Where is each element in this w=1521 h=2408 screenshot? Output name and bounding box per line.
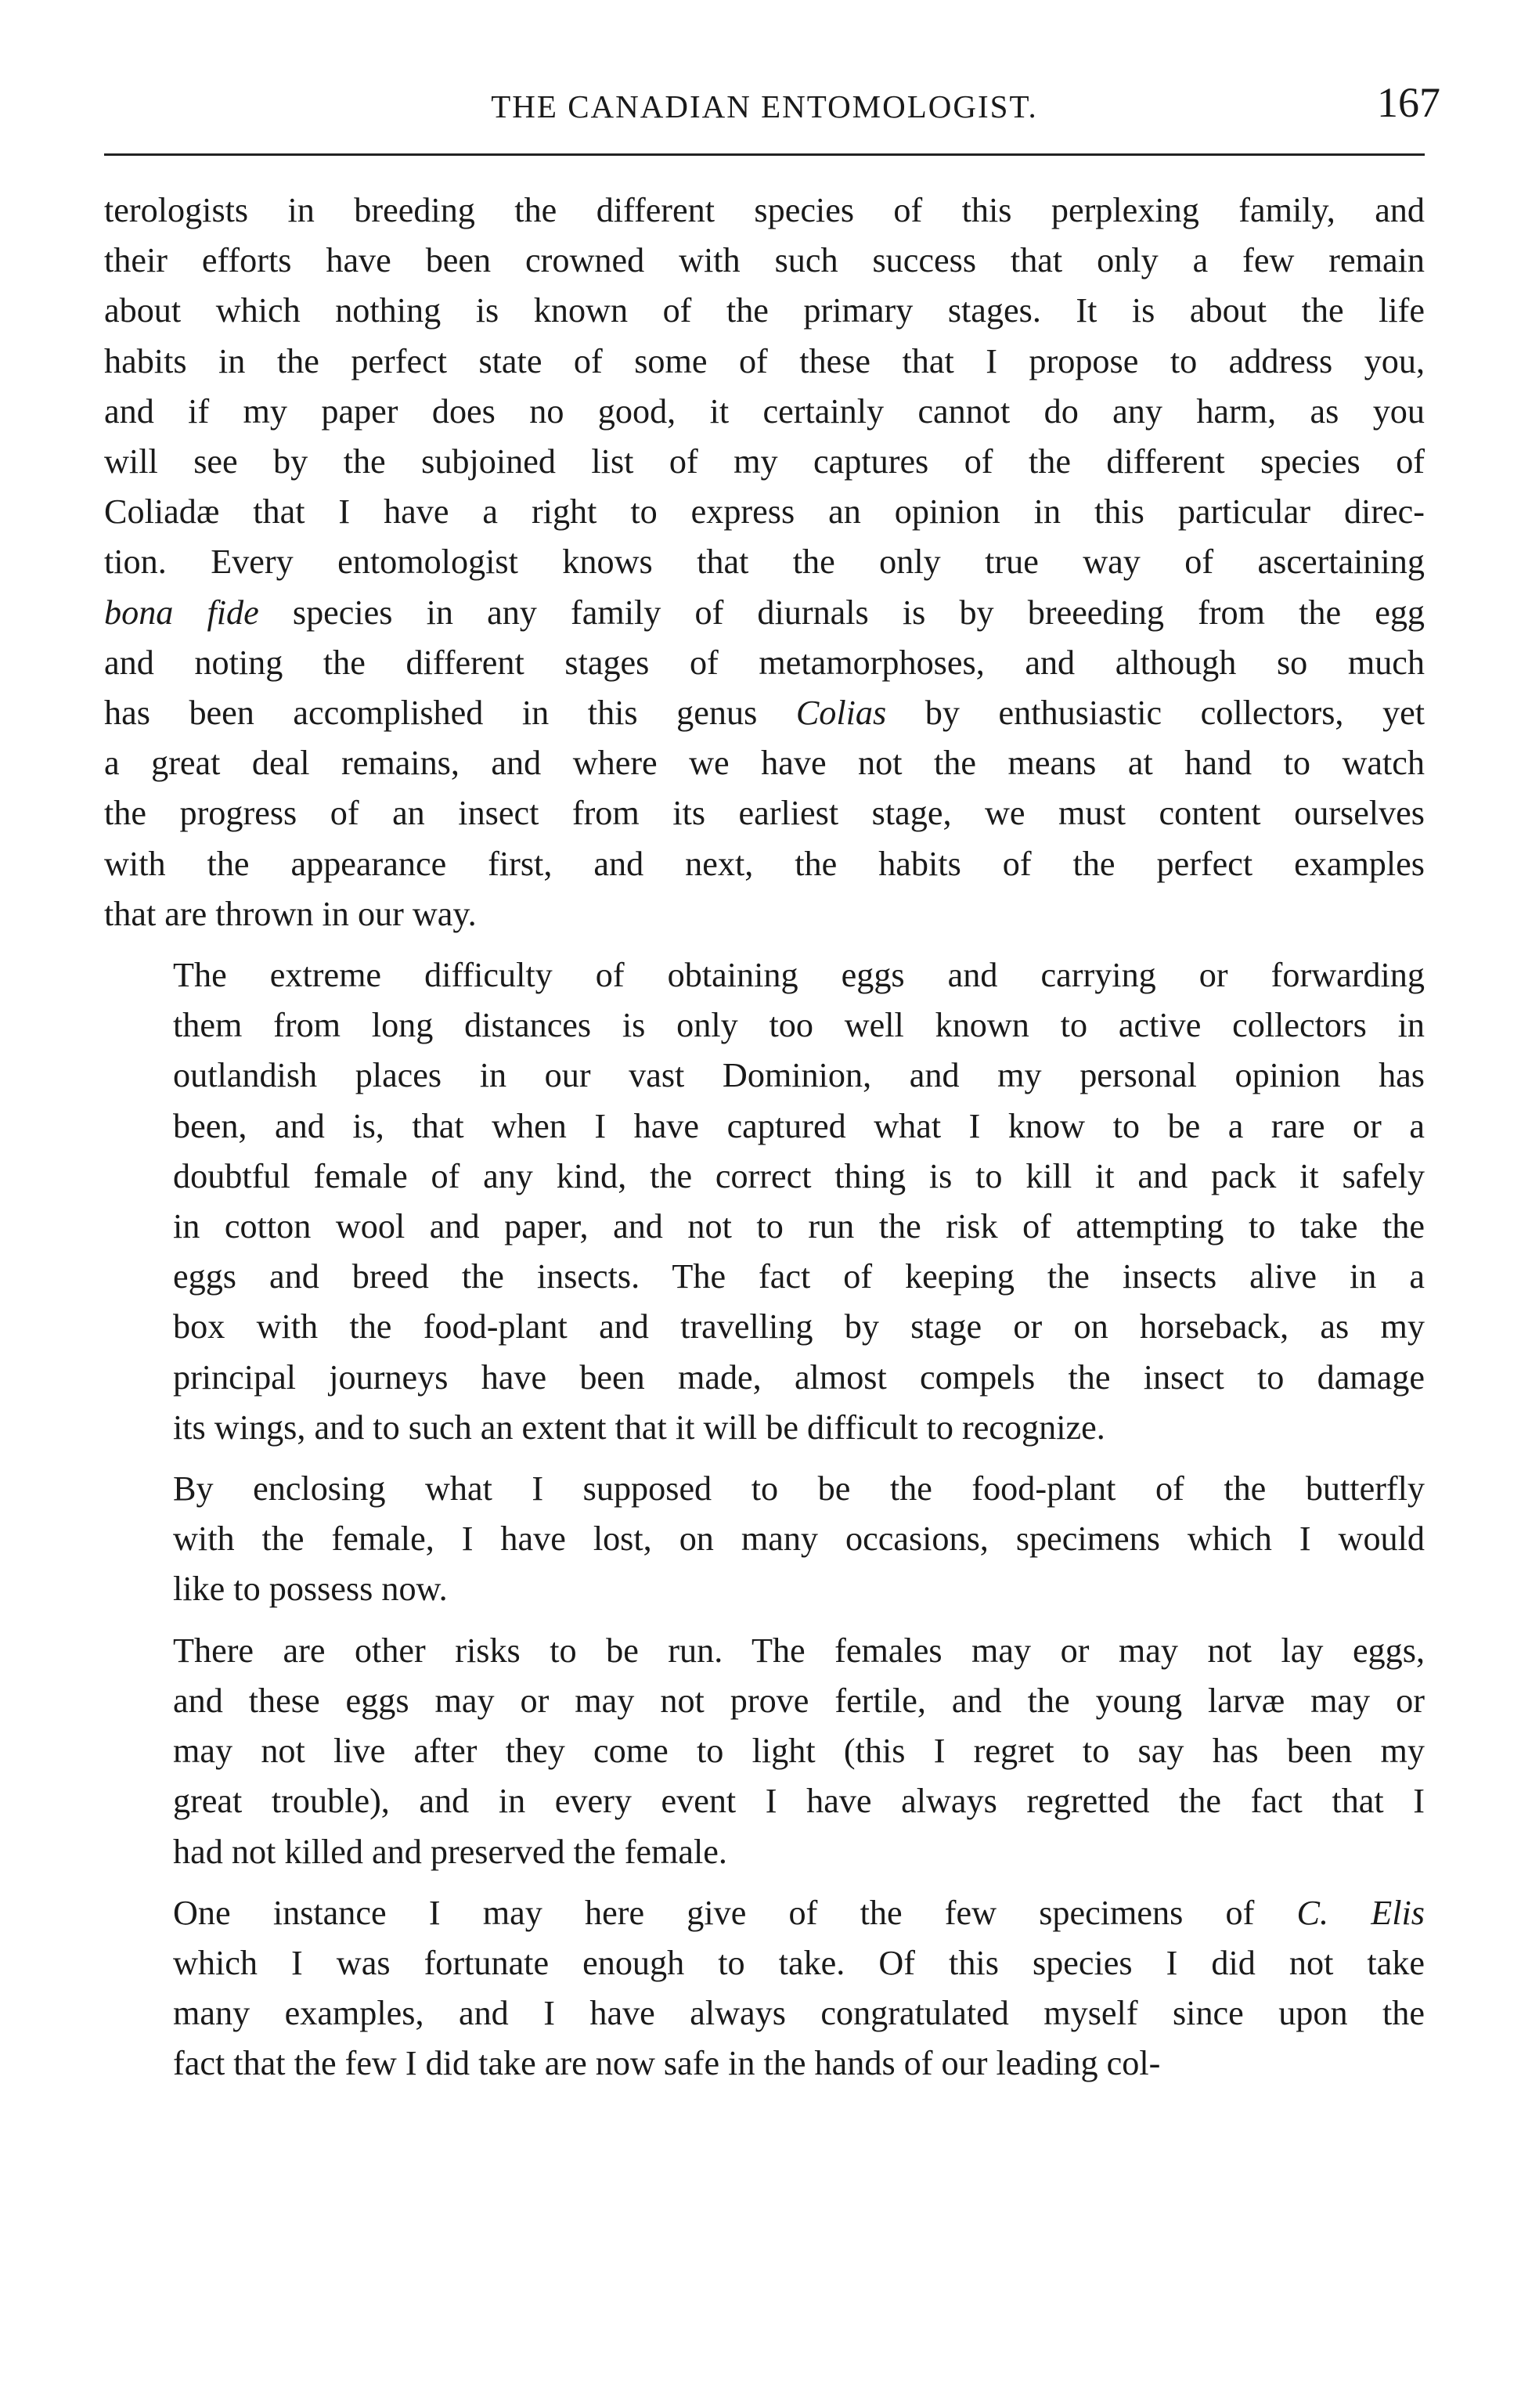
text-line: and if my paper does no good, it certainly cannot do any harm, as you [104,391,1425,431]
text-line: like to possess now. [173,1570,448,1609]
page-number: 167 [1377,79,1440,126]
text-line: great trouble), and in every event I have always regretted the fact that I [173,1782,1425,1821]
text-line: their efforts have been crowned with such success that only a few remain [104,241,1425,280]
text-line: bona fide species in any family of diurnals is by breeeding from the egg [104,593,1425,632]
page [104,78,1440,2089]
text-line: outlandish places in our vast Dominion, and my personal opinion has [173,1056,1425,1095]
header-rule [104,153,1425,156]
text-line: box with the food-plant and travelling by stage or on horseback, as my [173,1307,1425,1346]
text-line: with the female, I have lost, on many occasions, specimens which I would [173,1519,1425,1559]
text-line: which I was fortunate enough to take. Of this species I did not take [173,1943,1425,1982]
text-line: and noting the different stages of metamorphoses, and although so much [104,643,1425,682]
text-line: that are thrown in our way. [104,894,477,933]
text-line: been, and is, that when I have captured what I know to be a rare or a [173,1106,1425,1145]
text-line: its wings, and to such an extent that it will be difficult to recognize. [173,1408,1105,1447]
text-line: One instance I may here give of the few specimens of C. Elis [173,1893,1425,1932]
paragraph-1 [104,186,1425,939]
text-line: had not killed and preserved the female. [173,1832,727,1871]
text-line: has been accomplished in this genus Colias by enthusiastic collectors, yet [104,694,1425,733]
text-line: fact that the few I did take are now safe in the hands of our leading col- [173,2044,1161,2083]
paragraph-2 [104,950,1425,1453]
text-line: By enclosing what I supposed to be the food-plant of the butterfly [173,1469,1425,1509]
text-line: may not live after they come to light (this I regret to say has been my [173,1732,1425,1771]
text-line: and these eggs may or may not prove fertile, and the young larvæ may or [173,1681,1425,1720]
text-line: doubtful female of any kind, the correct thing is to kill it and pack it safely [173,1156,1425,1195]
text-line: them from long distances is only too well known to active collectors in [173,1006,1425,1045]
text-line: with the appearance first, and next, the habits of the perfect examples [104,844,1425,883]
text-line: in cotton wool and paper, and not to run the risk of attempting to take the [173,1207,1425,1246]
text-line: the progress of an insect from its earliest stage, we must content ourselves [104,794,1425,833]
text-line: tion. Every entomologist knows that the only true way of ascertaining [104,543,1425,582]
text-line: a great deal remains, and where we have not the means at hand to watch [104,744,1425,783]
text-line: Coliadæ that I have a right to express an opinion in this particular direc- [104,492,1425,532]
paragraph-4 [104,1626,1425,1877]
journal-title: THE CANADIAN ENTOMOLOGIST. [491,88,1038,124]
text-line: There are other risks to be run. The females may or may not lay eggs, [173,1631,1425,1670]
text-line: habits in the perfect state of some of these that I propose to address you, [104,341,1425,380]
italic-term: C. Elis [1296,1893,1425,1932]
text-line: The extreme difficulty of obtaining eggs and carrying or forwarding [173,956,1425,995]
text-line: will see by the subjoined list of my captures of the different species of [104,442,1425,481]
text-line: about which nothing is known of the primary stages. It is about the life [104,291,1425,330]
text-line: eggs and breed the insects. The fact of keeping the insects alive in a [173,1257,1425,1296]
text-line: principal journeys have been made, almost compels the insect to damage [173,1357,1425,1397]
paragraph-5 [104,1888,1425,2089]
italic-term: bona fide [104,593,259,632]
text-line: many examples, and I have always congratulated myself since upon the [173,1994,1425,2033]
paragraph-3 [104,1464,1425,1615]
italic-term: Colias [795,694,887,733]
body-text [104,186,1425,2089]
text-line: terologists in breeding the different species of this perplexing family, and [104,191,1425,229]
running-head [104,78,1440,141]
